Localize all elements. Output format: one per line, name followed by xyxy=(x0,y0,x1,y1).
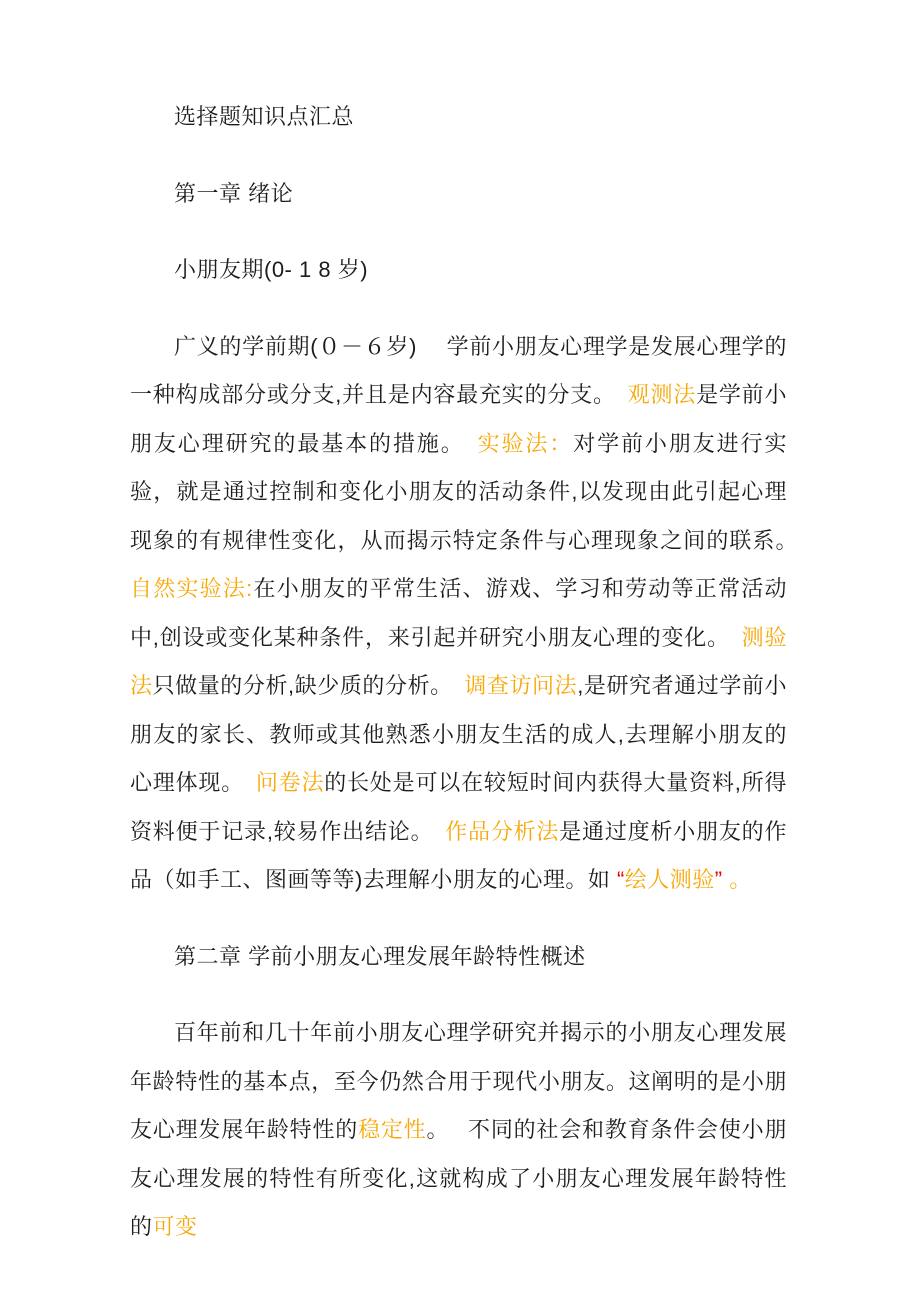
text-run: 在小朋友的平常生活、游戏、学习和劳动等正常活动中,创设或变化某种条件，来引起并研究小朋友心理的变化。 xyxy=(130,576,787,650)
quote-mark: “ xyxy=(616,867,625,892)
highlighted-term: 测验法 xyxy=(130,624,787,698)
highlighted-term: 问卷法 xyxy=(255,770,325,795)
heading-summary xyxy=(130,93,787,142)
paragraph-age-characteristics xyxy=(130,1009,787,1252)
text-run: 小朋友期(0- 1 8 岁) xyxy=(174,257,369,282)
highlighted-term: 调查访问法 xyxy=(464,673,578,698)
text-run: 是通过度析小朋友的作品（如手工、图画等等)去理解小朋友的心理。如 xyxy=(130,818,787,892)
highlighted-term: 绘人测验 xyxy=(624,867,715,892)
highlighted-term: 观测法 xyxy=(627,382,697,407)
text-run: 。 不同的社会和教育条件会使小朋友心理发展的特性有所变化,这就构成了小朋友心理发展年龄特性的 xyxy=(130,1117,787,1239)
text-run: 选择题知识点汇总 xyxy=(174,104,355,129)
heading-chapter-1 xyxy=(130,170,787,219)
heading-chapter-2 xyxy=(130,933,787,982)
text-run: 第一章 绪论 xyxy=(174,180,294,206)
highlighted-term: 可变 xyxy=(152,1214,198,1239)
highlighted-term: 作品分析法 xyxy=(445,818,560,844)
subheading-child-period xyxy=(130,246,787,295)
highlighted-term: 实验法： xyxy=(477,430,574,456)
text-run: 百年前和几十年前小朋友心理学研究并揭示的小朋友心理发展年龄特性的基本点，至今仍然合用于现代小朋友。这阐明的是小朋友心理发展年龄特性的 xyxy=(130,1020,787,1142)
text-run: 只做量的分析,缺少质的分析。 xyxy=(152,673,465,698)
text-run: ,是研究者通过学前小朋友的家长、教师或其他熟悉小朋友生活的成人,去理解小朋友的心理体现。 xyxy=(130,673,787,795)
text-run: 对学前小朋友进行实验，就是通过控制和变化小朋友的活动条件,以发现由此引起心理现象的有规律性变化，从而揭示特定条件与心理现象之间的联系。 xyxy=(130,430,810,553)
quote-mark: ” xyxy=(714,867,723,892)
text-run: 第二章 学前小朋友心理发展年龄特性概述 xyxy=(174,943,586,969)
text-run: 是学前小朋友心理研究的最基本的措施。 xyxy=(130,382,787,456)
highlighted-term: 稳定性 xyxy=(358,1117,427,1142)
text-run: 广义的学前期(０－６岁) 学前小朋友心理学是发展心理学的一种构成部分或分支,并且是内容最充实的分支。 xyxy=(130,333,787,407)
text-run: 的长处是可以在较短时间内获得大量资料,所得资料便于记录,较易作出结论。 xyxy=(130,770,787,844)
highlighted-term: 。 xyxy=(722,867,752,892)
highlighted-term: 自然实验法: xyxy=(130,576,253,601)
paragraph-research-methods xyxy=(130,323,810,905)
